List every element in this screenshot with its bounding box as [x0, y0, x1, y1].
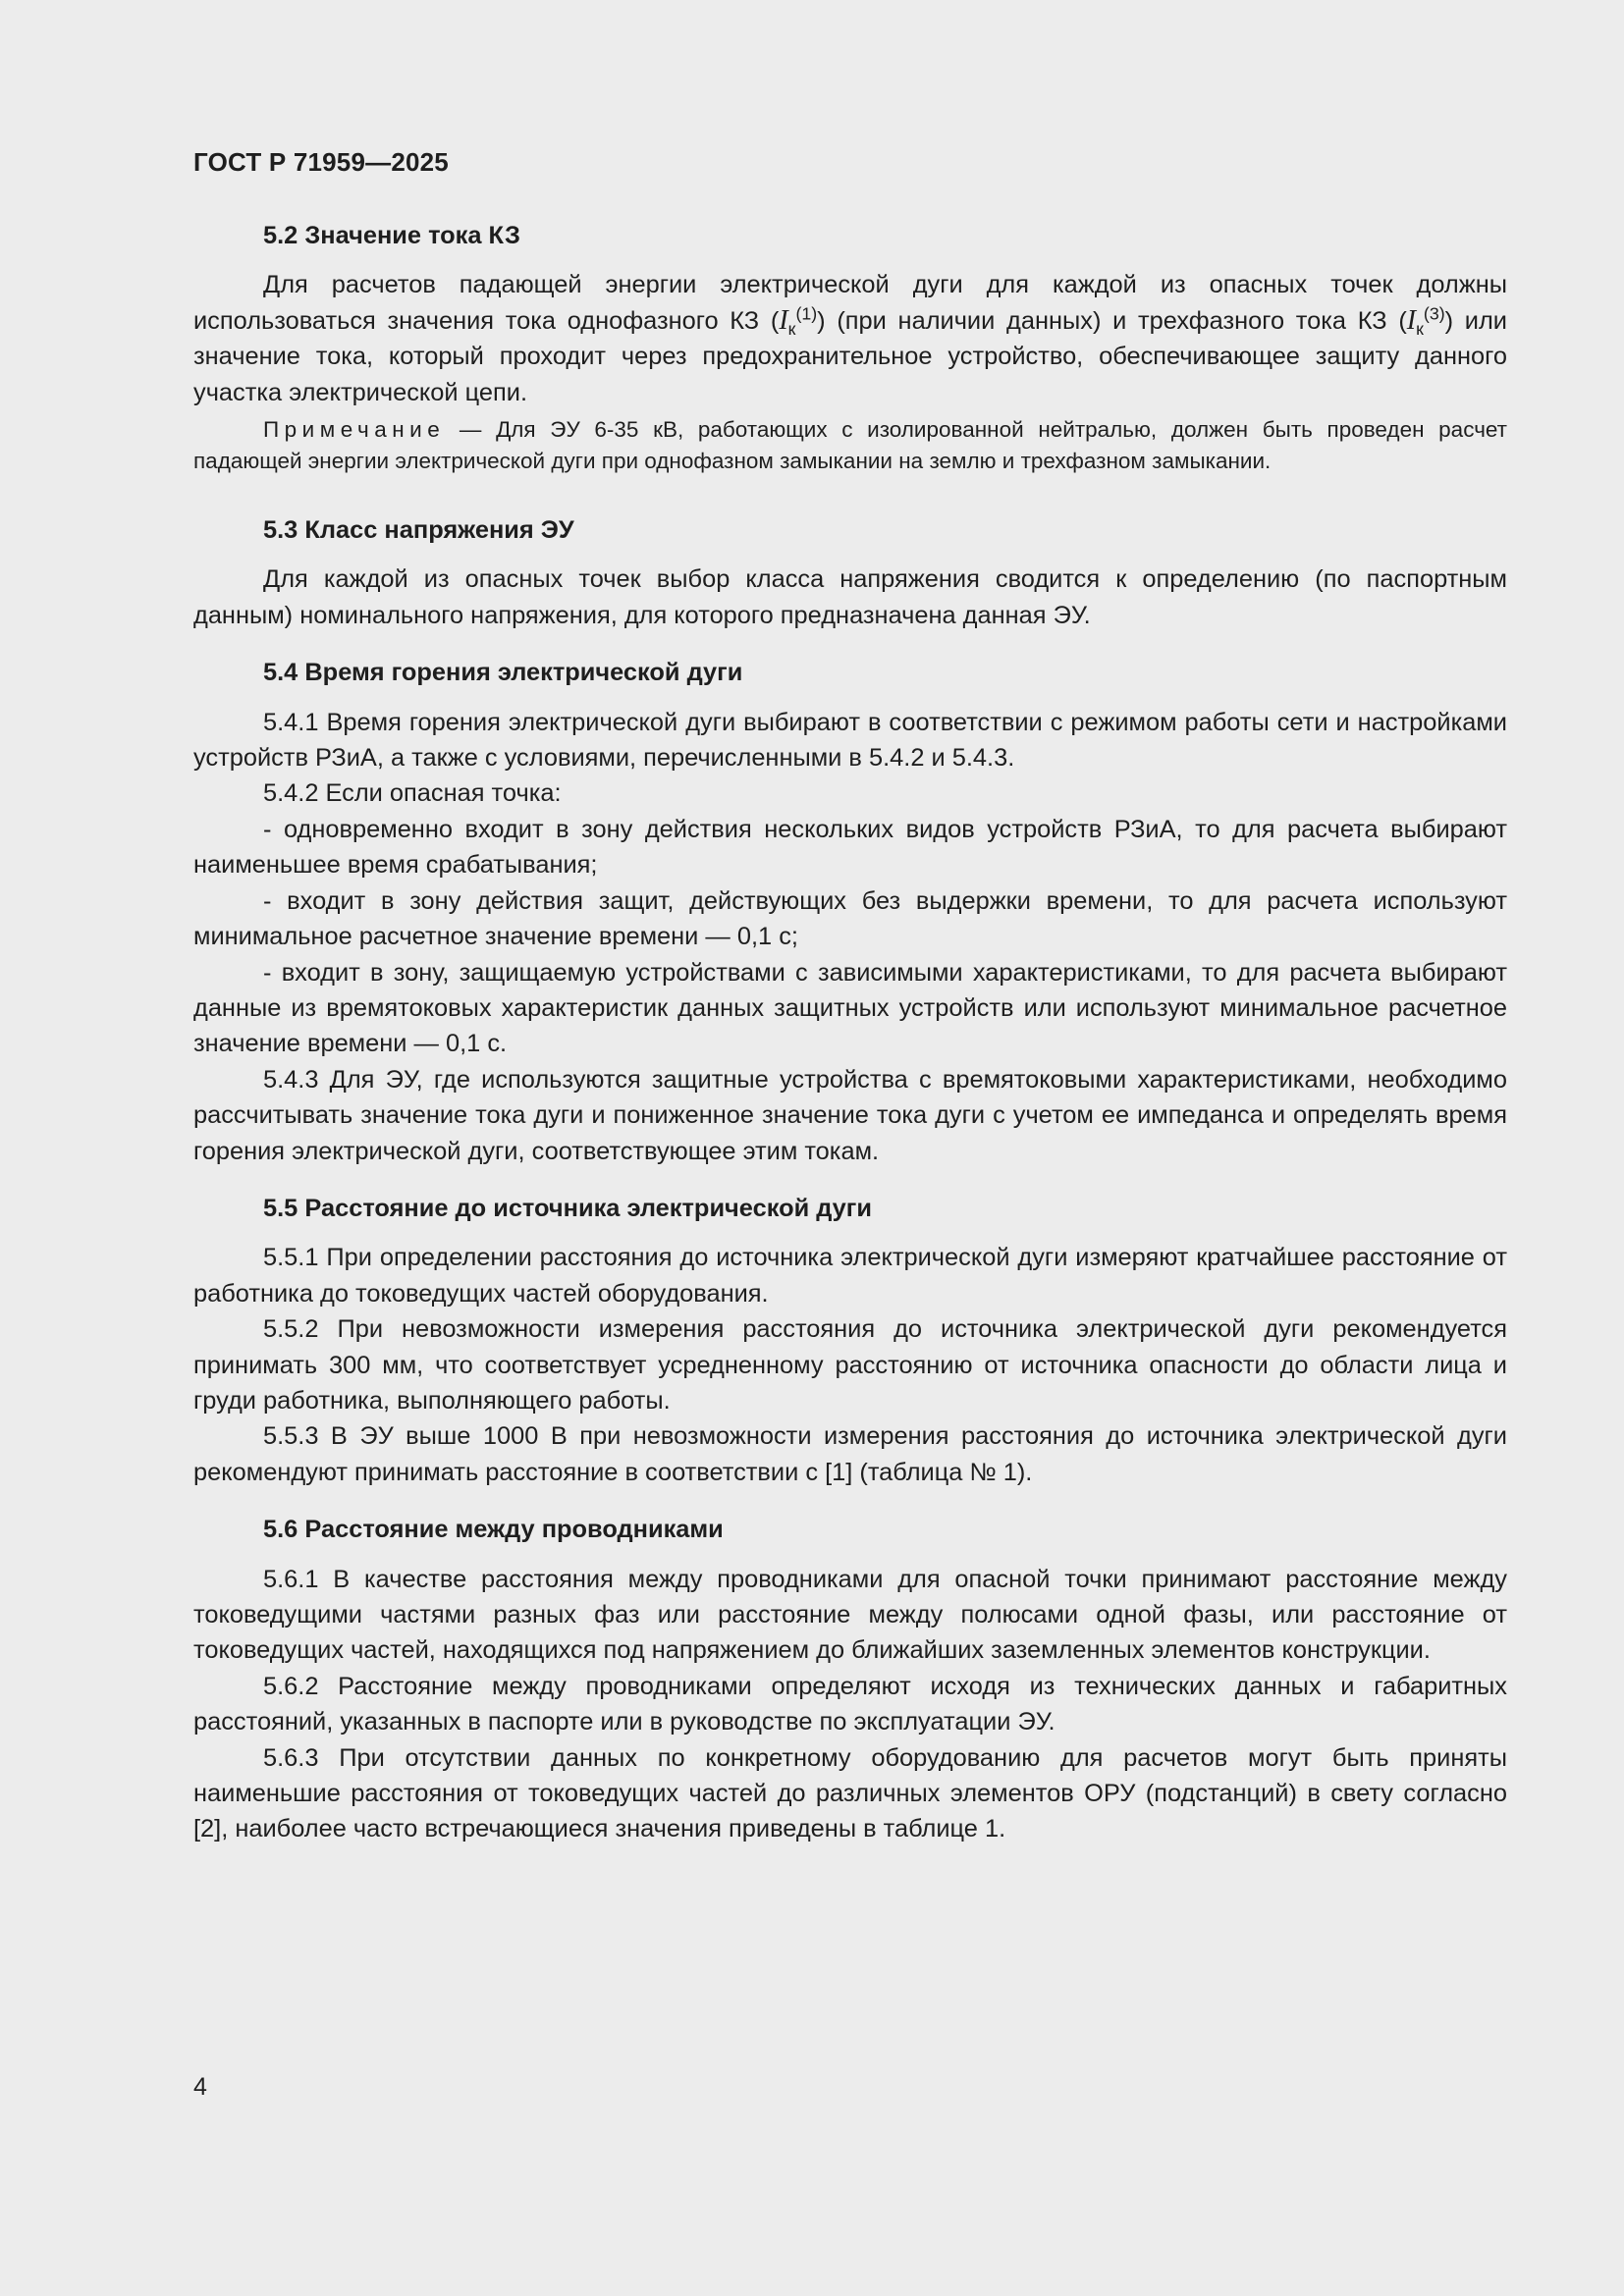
paragraph-5-5-3: 5.5.3 В ЭУ выше 1000 В при невозможности измерения расстояния до источника электрической дуги рекомендуют принимать расстояние в соответствии с [1] (таблица № 1).: [193, 1422, 1507, 1486]
paragraph-text: ) (при наличии данных) и трехфазного тока КЗ (: [817, 306, 1407, 335]
note-label: Примечание: [263, 417, 446, 443]
paragraph-5-2: [193, 267, 1507, 410]
current-subscript: к: [787, 318, 796, 339]
document-id-header: ГОСТ Р 71959—2025: [193, 147, 449, 177]
paragraph-5-4-2: 5.4.2 Если опасная точка:: [263, 779, 562, 808]
paragraph-5-4-3: 5.4.3 Для ЭУ, где используются защитные устройства с времятоковыми характеристиками, необходимо рассчитывать значение тока дуги и пониженное значение тока дуги с учетом ее импеданса и определять время горения электрической дуги, соответствующее этим токам.: [193, 1065, 1507, 1165]
section-heading-5-2: 5.2 Значение тока КЗ: [263, 222, 520, 249]
note-5-2: [193, 414, 1507, 477]
paragraph-text: Для расчетов падающей энергии электрической дуги для каждой из опасных точек должны использоваться значения тока однофазного КЗ (: [193, 271, 1507, 335]
current-superscript-3: (3): [1423, 303, 1445, 324]
paragraph-5-6-3: 5.6.3 При отсутствии данных по конкретному оборудованию для расчетов могут быть приняты наименьшие расстояния от токоведущих частей до различных элементов ОРУ (подстанций) в свету согласно [2], наиболее часто встречающиеся значения приведены в таблице 1.: [193, 1743, 1507, 1843]
section-heading-5-4: 5.4 Время горения электрической дуги: [263, 659, 743, 687]
current-symbol: I: [1406, 304, 1417, 336]
document-body: [193, 218, 1507, 1847]
current-superscript-1: (1): [795, 303, 818, 324]
current-symbol: I: [779, 304, 788, 336]
paragraph-text: ) или значение тока, который проходит через предохранительное устройство, обеспечивающее защиту данного участка электрической цепи.: [193, 306, 1507, 406]
page-number: 4: [193, 2073, 207, 2101]
note-text: — Для ЭУ 6-35 кВ, работающих с изолированной нейтралью, должен быть проведен расчет падающей энергии электрической дуги при однофазном замыкании на землю и трехфазном замыкании.: [193, 417, 1507, 474]
current-subscript: к: [1416, 318, 1424, 339]
paragraph-5-5-1: 5.5.1 При определении расстояния до источника электрической дуги измеряют кратчайшее расстояние от работника до токоведущих частей оборудования.: [193, 1244, 1507, 1308]
list-item: - входит в зону действия защит, действующих без выдержки времени, то для расчета используют минимальное расчетное значение времени — 0,1 с;: [193, 886, 1507, 951]
section-heading-5-3: 5.3 Класс напряжения ЭУ: [263, 516, 574, 545]
section-heading-5-5: 5.5 Расстояние до источника электрической дуги: [263, 1194, 872, 1222]
list-item: - одновременно входит в зону действия нескольких видов устройств РЗиА, то для расчета выбирают наименьшее время срабатывания;: [193, 815, 1507, 880]
list-item: - входит в зону, защищаемую устройствами с зависимыми характеристиками, то для расчета выбирают данные из времятоковых характеристик данных защитных устройств или используют минимальное расчетное значение времени — 0,1 с.: [193, 958, 1507, 1058]
paragraph-5-5-2: 5.5.2 При невозможности измерения расстояния до источника электрической дуги рекомендуется принимать 300 мм, что соответствует усредненному расстоянию от источника опасности до области лица и груди работника, выполняющего работы.: [193, 1315, 1507, 1415]
paragraph-5-6-2: 5.6.2 Расстояние между проводниками определяют исходя из технических данных и габаритных расстояний, указанных в паспорте или в руководстве по эксплуатации ЭУ.: [193, 1672, 1507, 1736]
paragraph-5-3: Для каждой из опасных точек выбор класса напряжения сводится к определению (по паспортным данным) номинального напряжения, для которого предназначена данная ЭУ.: [193, 565, 1507, 629]
paragraph-5-6-1: 5.6.1 В качестве расстояния между проводниками для опасной точки принимают расстояние между токоведущими частями разных фаз или расстояние между полюсами одной фазы, или расстояние от токоведущих частей, находящихся под напряжением до ближайших заземленных элементов конструкции.: [193, 1565, 1507, 1665]
section-heading-5-6: 5.6 Расстояние между проводниками: [263, 1516, 724, 1544]
paragraph-5-4-1: 5.4.1 Время горения электрической дуги выбирают в соответствии с режимом работы сети и настройками устройств РЗиА, а также с условиями, перечисленными в 5.4.2 и 5.4.3.: [193, 708, 1507, 773]
